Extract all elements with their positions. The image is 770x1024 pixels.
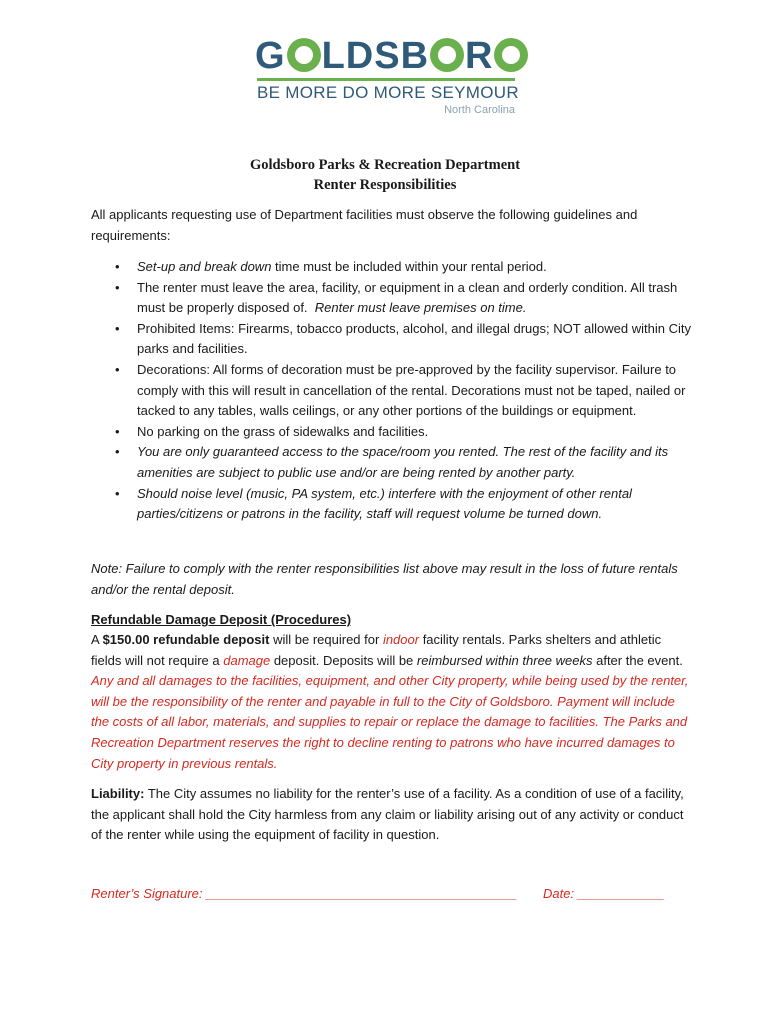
note-paragraph: Note: Failure to comply with the renter responsibilities list above may result in the loss of future rentals and/or the rental deposit. (91, 561, 678, 597)
page-subtitle: Renter Responsibilities (313, 177, 457, 193)
logo-o-emblem-3 (494, 38, 528, 72)
rule-item: • Set-up and break down time must be included within your rental period. (91, 257, 691, 278)
bullet-icon: • (115, 423, 120, 439)
logo-wordmark: G LDSB R (255, 36, 529, 76)
rules-list (91, 257, 691, 525)
intro-paragraph: All applicants requesting use of Department facilities must observe the following guidelines and requirements: (91, 207, 638, 243)
signature-line[interactable]: Renter’s Signature: ___________________________________________ (91, 886, 518, 901)
bullet-icon: • (115, 320, 120, 336)
liability-paragraph: Liability: The City assumes no liability for the renter’s use of a facility. As a condition of use of a facility, the applicant shall hold the City harmless from any claim or liability arising out of any activity or conduct of the renter while using the equipment of facility in question. (91, 786, 684, 843)
bullet-icon: • (115, 361, 120, 377)
logo-rule (257, 78, 515, 81)
deposit-paragraph: A $150.00 refundable deposit will be required for indoor facility rentals. Parks shelters and athletic fields will not require a damage deposit. Deposits will be reimbursed within three weeks after the event. Any and all damages to the facilities, equipment, and other City property, while being used by the renter, will be the responsibility of the renter and payable in full to the City of Goldsboro. Payment will include the costs of all labor, materials, and supplies to repair or replace the damage to facilities. The Parks and Recreation Department reserves the right to decline renting to patrons who have incurred damages to City property in previous rentals. (91, 632, 689, 771)
rule-item: • No parking on the grass of sidewalks and facilities. (91, 422, 691, 443)
bullet-icon: • (115, 279, 120, 295)
rule-item: • The renter must leave the area, facility, or equipment in a clean and orderly condition. All trash must be properly disposed of. Renter must leave premises on time. (115, 279, 678, 316)
deposit-heading: Refundable Damage Deposit (Procedures) (91, 612, 352, 627)
rule-item: • Should noise level (music, PA system, etc.) interfere with the enjoyment of other rental parties/citizens or patrons in the facility, staff will request volume be turned down. (115, 485, 632, 522)
logo-o-emblem (287, 38, 321, 72)
logo-o-emblem-2 (430, 38, 464, 72)
logo-tagline: BE MORE DO MORE SEYMOUR (257, 83, 519, 102)
bullet-icon: • (115, 444, 120, 460)
rule-item: • Decorations: All forms of decoration must be pre-approved by the facility supervisor. Failure to comply with this will result in cancellation of the rental. Decorations must not be taped, nailed or tacked to any tables, walls ceilings, or any other portions of the buildings or equipment. (115, 361, 686, 419)
page-title: Goldsboro Parks & Recreation Department (249, 157, 521, 173)
date-line[interactable]: Date: ____________ (543, 886, 665, 901)
logo-state: North Carolina (444, 104, 515, 116)
bullet-icon: • (115, 485, 120, 501)
bullet-icon: • (115, 259, 120, 274)
goldsboro-logo (255, 36, 517, 120)
rule-item: • Prohibited Items: Firearms, tobacco products, alcohol, and illegal drugs; NOT allowed within City parks and facilities. (115, 320, 691, 357)
rule-item: • You are only guaranteed access to the space/room you rented. The rest of the facility and its amenities are subject to public use and/or are being rented by another party. (115, 444, 669, 480)
